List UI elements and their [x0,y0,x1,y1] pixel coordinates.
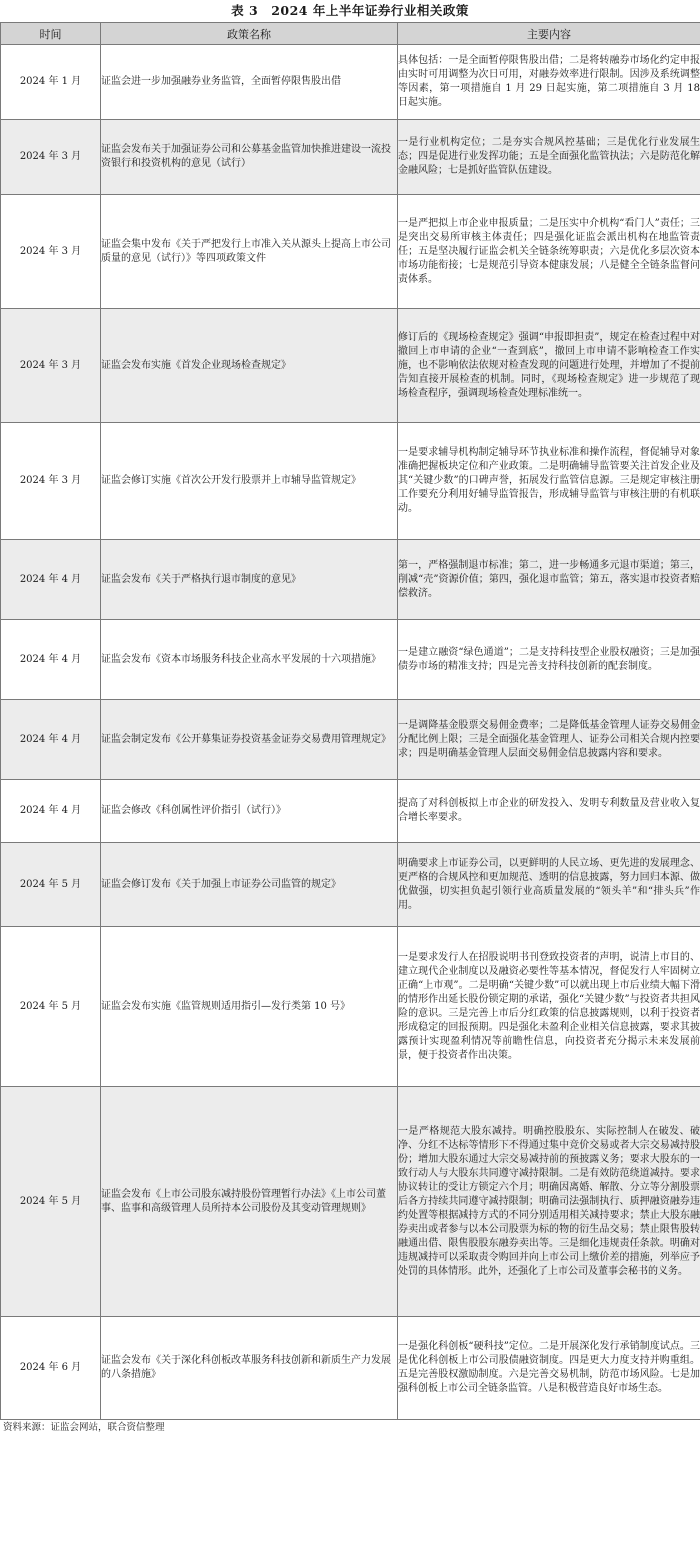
row-content: 第一，严格强制退市标准；第二，进一步畅通多元退市渠道；第三，削减“壳”资源价值；第四，强化退市监管；第五，落实退市投资者赔偿救济。 [398,540,700,620]
row-policy-name: 证监会发布《关于深化科创板改革服务科技创新和新质生产力发展的八条措施》 [101,1317,398,1420]
row-content: 明确要求上市证券公司，以更鲜明的人民立场、更先进的发展理念、更严格的合规风控和更加规范、透明的信息披露，努力回归本源、做优做强，切实担负起引领行业高质量发展的“领头羊”和“排头兵”作用。 [398,843,700,927]
header-name: 政策名称 [101,23,398,45]
row-content: 一是调降基金股票交易佣金费率；二是降低基金管理人证券交易佣金分配比例上限；三是全面强化基金管理人、证券公司相关合规内控要求；四是明确基金管理人层面交易佣金信息披露内容和要求。 [398,700,700,780]
row-policy-name: 证监会修改《科创属性评价指引（试行）》 [101,780,398,843]
row-date: 2024 年 5 月 [1,1087,101,1317]
row-content: 一是要求辅导机构制定辅导环节执业标准和操作流程，督促辅导对象准确把握板块定位和产业政策。二是明确辅导监管要关注首发企业及其“关键少数”的口碑声誉，拓展发行监管信息源。三是规定审核注册工作要充分利用好辅导监管报告，形成辅导监管与审核注册的有机联动。 [398,423,700,540]
table-row [1,700,700,780]
header-row [1,23,700,45]
row-content: 一是建立融资“绿色通道”；二是支持科技型企业股权融资；三是加强债券市场的精准支持；四是完善支持科技创新的配套制度。 [398,620,700,700]
row-date: 2024 年 4 月 [1,780,101,843]
header-date: 时间 [1,23,101,45]
row-date: 2024 年 4 月 [1,620,101,700]
row-policy-name: 证监会发布实施《监管规则适用指引—发行类第 10 号》 [101,927,398,1087]
table-row [1,45,700,120]
row-content: 提高了对科创板拟上市企业的研发投入、发明专利数量及营业收入复合增长率要求。 [398,780,700,843]
row-date: 2024 年 3 月 [1,120,101,195]
table-row [1,195,700,309]
row-policy-name: 证监会发布《资本市场服务科技企业高水平发展的十六项措施》 [101,620,398,700]
table-row [1,423,700,540]
table-row [1,120,700,195]
row-policy-name: 证监会发布《上市公司股东减持股份管理暂行办法》《上市公司董事、监事和高级管理人员所持本公司股份及其变动管理规则》 [101,1087,398,1317]
row-date: 2024 年 3 月 [1,195,101,309]
row-content: 具体包括：一是全面暂停限售股出借；二是将转融券市场化约定申报由实时可用调整为次日可用，对融券效率进行限制。因涉及系统调整等因素，第一项措施自 1 月 29 日起实施，第二项措施自 3 月 18 日起实施。 [398,45,700,120]
table-row [1,1087,700,1317]
row-date: 2024 年 6 月 [1,1317,101,1420]
table-row [1,927,700,1087]
row-date: 2024 年 3 月 [1,309,101,423]
row-content: 一是行业机构定位；二是夯实合规风控基础；三是优化行业发展生态；四是促进行业发挥功能；五是全面强化监管执法；六是防范化解金融风险；七是抓好监管队伍建设。 [398,120,700,195]
row-date: 2024 年 4 月 [1,540,101,620]
header-content: 主要内容 [398,23,700,45]
table-row [1,620,700,700]
row-content: 一是要求发行人在招股说明书刊登致投资者的声明，说清上市目的、建立现代企业制度以及融资必要性等基本情况，督促发行人牢固树立正确“上市观”。二是明确“关键少数”可以就出现上市后业绩大幅下滑的情形作出延长股份锁定期的承诺，强化“关键少数”与投资者共担风险的意识。三是完善上市后分红政策的信息披露规则，以利于投资者形成稳定的回报预期。四是强化未盈利企业相关信息披露，要求其披露预计实现盈利情况等前瞻性信息，向投资者充分揭示未来发展前景，便于投资者作出决策。 [398,927,700,1087]
row-policy-name: 证监会发布《关于严格执行退市制度的意见》 [101,540,398,620]
row-policy-name: 证监会进一步加强融券业务监管，全面暂停限售股出借 [101,45,398,120]
table-title: 表 3 2024 年上半年证券行业相关政策 [231,3,469,18]
row-date: 2024 年 5 月 [1,843,101,927]
row-content: 一是严把拟上市企业申报质量；二是压实中介机构“看门人”责任；三是突出交易所审核主体责任；四是强化证监会派出机构在地监管责任；五是坚决履行证监会机关全链条统筹职责；六是优化多层次资本市场功能衔接；七是规范引导资本健康发展；八是健全全链条监督问责体系。 [398,195,700,309]
row-policy-name: 证监会集中发布《关于严把发行上市准入关从源头上提高上市公司质量的意见（试行）》等四项政策文件 [101,195,398,309]
row-policy-name: 证监会发布实施《首发企业现场检查规定》 [101,309,398,423]
row-content: 修订后的《现场检查规定》强调“申报即担责”，规定在检查过程中对撤回上市申请的企业“一查到底”，撤回上市申请不影响检查工作实施，也不影响依法依规对检查发现的问题进行处理，并增加了不提前告知直接开展检查的机制。同时，《现场检查规定》进一步规范了现场检查程序，强调现场检查处理标准统一。 [398,309,700,423]
row-policy-name: 证监会制定发布《公开募集证券投资基金证券交易费用管理规定》 [101,700,398,780]
row-content: 一是强化科创板“硬科技”定位。二是开展深化发行承销制度试点。三是优化科创板上市公司股债融资制度。四是更大力度支持并购重组。五是完善股权激励制度。六是完善交易机制，防范市场风险。七是加强科创板上市公司全链条监管。八是积极营造良好市场生态。 [398,1317,700,1420]
row-date: 2024 年 3 月 [1,423,101,540]
table-row [1,309,700,423]
row-policy-name: 证监会修订实施《首次公开发行股票并上市辅导监管规定》 [101,423,398,540]
table-row [1,1317,700,1420]
row-policy-name: 证监会发布关于加强证券公司和公募基金监管加快推进建设一流投资银行和投资机构的意见（试行） [101,120,398,195]
table-row [1,780,700,843]
table-row [1,540,700,620]
table-row [1,843,700,927]
row-date: 2024 年 1 月 [1,45,101,120]
policy-table [0,22,700,1420]
source-note: 资料来源：证监会网站，联合资信整理 [3,1422,165,1433]
row-content: 一是严格规范大股东减持。明确控股股东、实际控制人在破发、破净、分红不达标等情形下不得通过集中竞价交易或者大宗交易减持股份；增加大股东通过大宗交易减持前的预披露义务；要求大股东的一致行动人与大股东共同遵守减持限制。二是有效防范绕道减持。要求协议转让的受让方锁定六个月；明确因离婚、解散、分立等分割股票后各方持续共同遵守减持限制；明确司法强制执行、质押融资融券违约处置等根据减持方式的不同分别适用相关减持要求；禁止大股东融券卖出或者参与以本公司股票为标的物的衍生品交易；禁止限售股转融通出借、限售股股东融券卖出等。三是细化违规责任条款。明确对违规减持可以采取责令购回并向上市公司上缴价差的措施，列举应予处罚的具体情形。此外，还强化了上市公司及董事会秘书的义务。 [398,1087,700,1317]
row-date: 2024 年 4 月 [1,700,101,780]
row-date: 2024 年 5 月 [1,927,101,1087]
row-policy-name: 证监会修订发布《关于加强上市证券公司监管的规定》 [101,843,398,927]
